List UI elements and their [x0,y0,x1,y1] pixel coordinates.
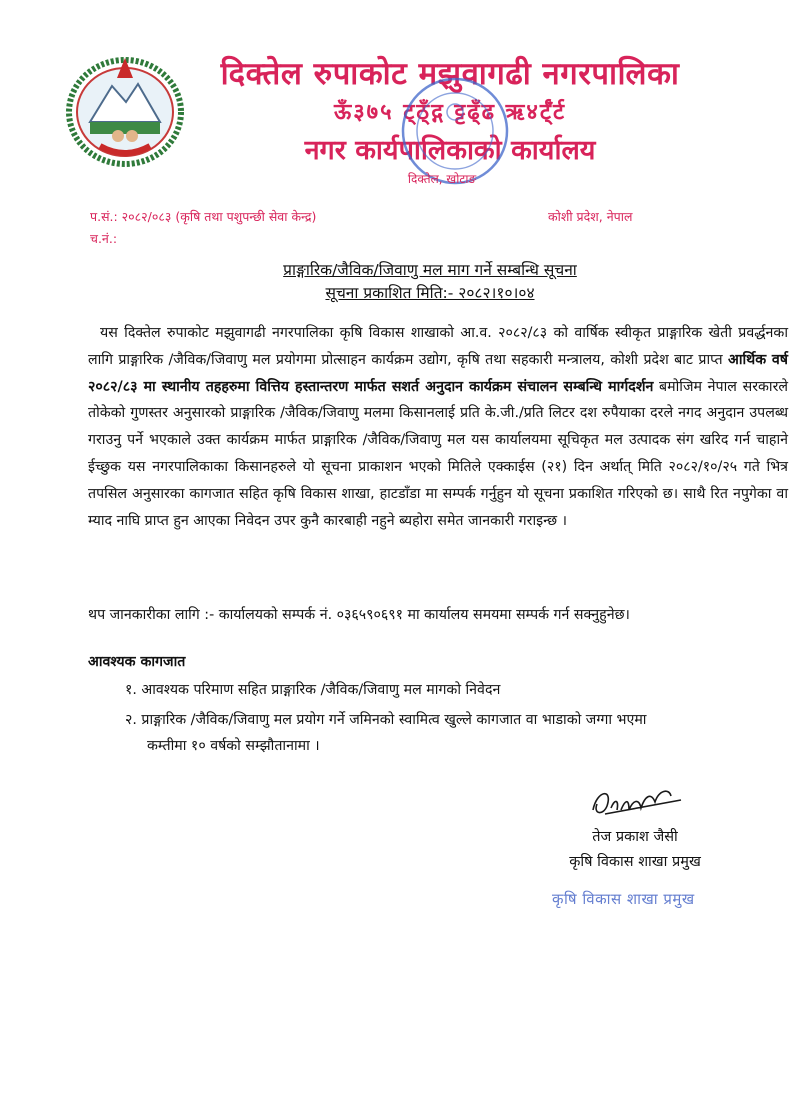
contact-info: थप जानकारीका लागि :- कार्यालयको सम्पर्क नं. ०३६५९०६९१ मा कार्यालय समयमा सम्पर्क गर्न सक्नुहुनेछ। [88,607,630,623]
document-item-1: १. आवश्यक परिमाण सहित प्राङ्गारिक /जैविक/जिवाणु मल मागको निवेदन [125,682,501,698]
header-office-name: नगर कार्यपालिकाको कार्यालय [304,135,596,166]
designation-stamp: कृषि विकास शाखा प्रमुख [552,890,695,908]
publish-date: सूचना प्रकाशित मिति:- २०८२।१०।०४ [325,284,535,302]
province-label: कोशी प्रदेश, नेपाल [548,209,633,224]
header-municipality-name: दिक्तेल रुपाकोट मझुवागढी नगरपालिका [220,56,680,92]
document-item-2-line1: २. प्राङ्गारिक /जैविक/जिवाणु मल प्रयोग गर्ने जमिनको स्वामित्व खुल्ले कागजात वा भाडाको जग्गा भएमा [125,712,647,728]
signatory-title: कृषि विकास शाखा प्रमुख [569,854,701,870]
notice-body-part2: बमोजिम नेपाल सरकारले तोकेको गुणस्तर अनुसारको प्राङ्गारिक /जैविक/जिवाणु मलमा किसानलाई प्रति के.जी./प्रति लिटर दश रुपैयाका दरले नगद अनुदान उपलब्ध गराउनु पर्ने भएकाले उक्त कार्यक्रम मार्फत प्राङ्गारिक /जैविक/जिवाणु मल यस कार्यालयमा सूचिकृत मल उत्पादक संग खरिद गर्न चाहाने ईच्छुक यस नगरपालिकाका किसानहरुले यो सूचना प्राकाशन भएको मितिले एक्काईस (२१) दिन अर्थात् मिति २०८२/१०/२५ गते भित्र तपसिल अनुसारका कागजात सहित कृषि विकास शाखा, हाटडाँडा मा सम्पर्क गर्नुहुन यो सूचना प्रकाशित गरिएको छ। साथै रित नपुगेका वा म्याद नाघि प्राप्त हुन आएका निवेदन उपर कुनै कारबाही नहुने ब्यहोरा समेत जानकारी गराइन्छ । [88,378,788,529]
seal-location: दिक्तेल, खोटाङ [407,172,477,186]
notice-body-part1: यस दिक्तेल रुपाकोट मझुवागढी नगरपालिका कृषि विकास शाखाको आ.व. २०८२/८३ को वार्षिक स्वीकृत प्राङ्गारिक खेती प्रवर्द्धनका लागि प्राङ्गारिक /जैविक/जिवाणु मल प्रयोगमा प्रोत्साहन कार्यक्रम उद्योग, कृषि तथा सहकारी मन्त्रालय, कोशी प्रदेश बाट प्राप्त [88,325,788,368]
dispatch-number: च.नं.: [90,231,118,246]
reference-number: प.सं.: २०८२/०८३ (कृषि तथा पशुपन्छी सेवा केन्द्र) [90,209,317,224]
notice-body [88,320,788,534]
document-item-2-line2: कम्तीमा १० वर्षको सम्झौतानामा । [147,738,320,754]
documents-heading: आवश्यक कागजात [88,654,186,670]
handwritten-signature [585,780,695,824]
header-encoded-name: ऊँ३७५ ट्ठ्ँद्ग ट्टढ्ँढ ऋ४र्ट्ँर्ट [333,100,567,125]
notice-body-bold: आर्थिक वर्ष २०८२/८३ मा स्थानीय तहहरुमा वित्तिय हस्तान्तरण मार्फत सशर्त अनुदान कार्यक्रम संचालन सम्बन्धि मार्गदर्शन [88,351,788,395]
signatory-name: तेज प्रकाश जैसी [592,829,678,845]
nepal-emblem-icon [60,50,190,170]
notice-subject: प्राङ्गारिक/जैविक/जिवाणु मल माग गर्ने सम्बन्धि सूचना [283,261,577,279]
document-item-2 [125,707,785,759]
